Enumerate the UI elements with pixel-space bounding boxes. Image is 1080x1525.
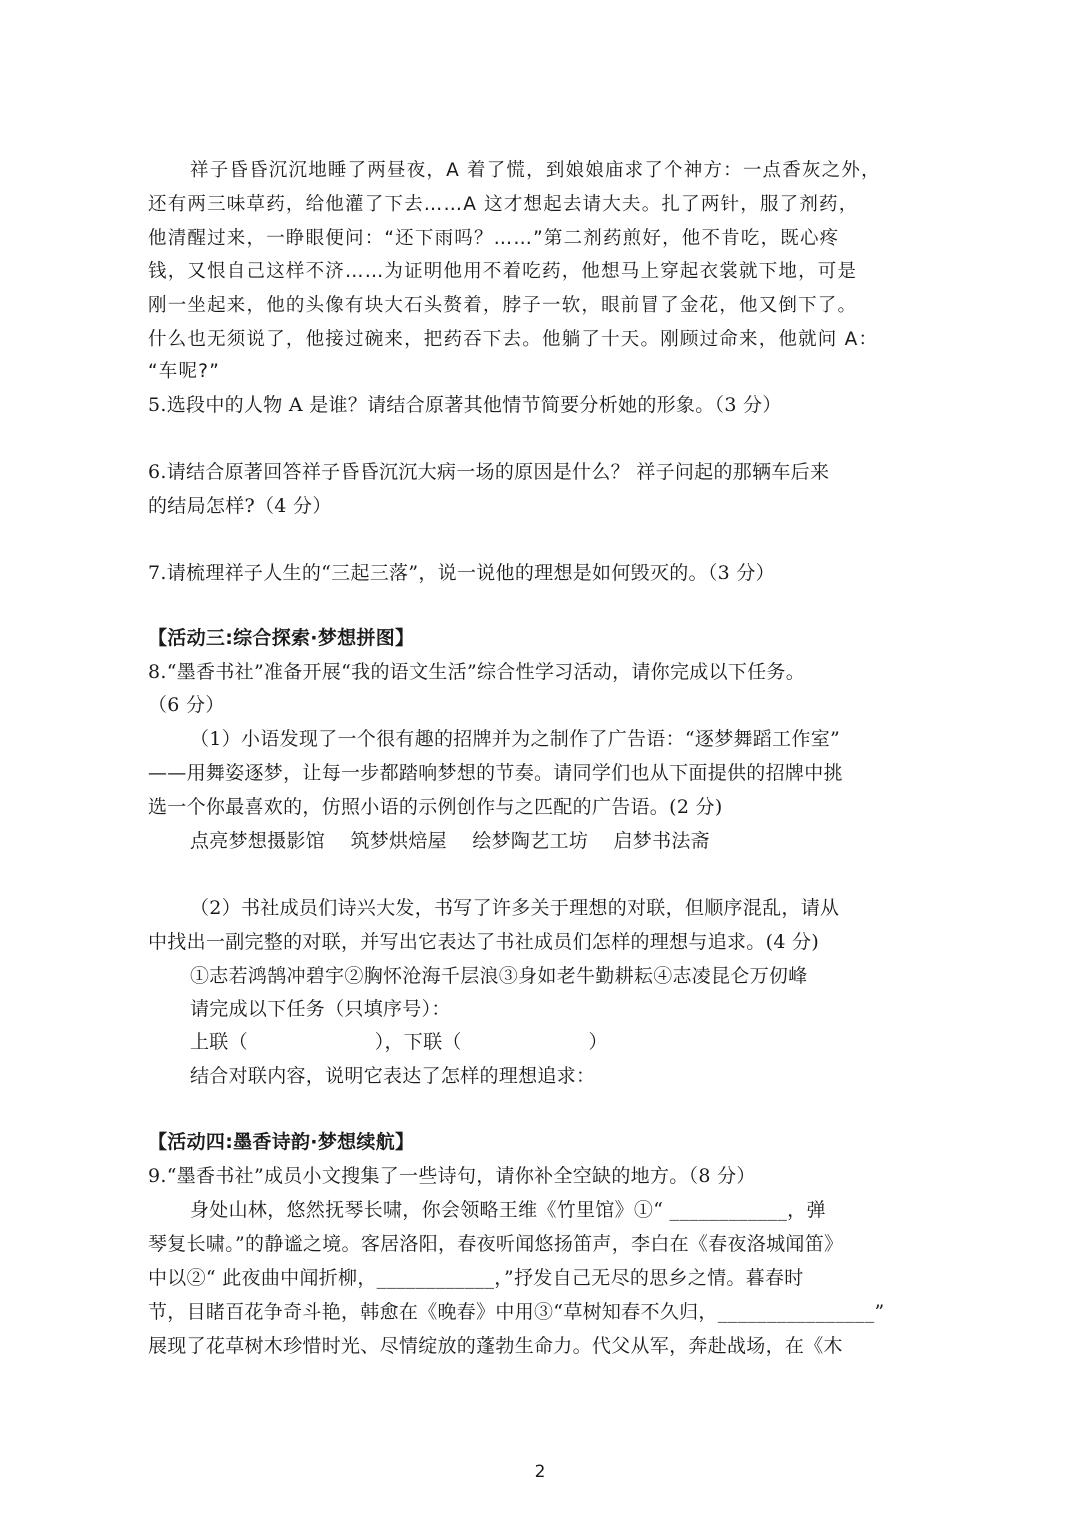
passage-line: 什么也无须说了，他接过碗来，把药吞下去。他躺了十天。刚顾过命来，他就问 A： bbox=[148, 329, 879, 350]
poetry-line: 琴复长啸。”的静谧之境。客居洛阳，春夜听闻悠扬笛声，李白在《春夜洛城闻笛》 bbox=[148, 1233, 844, 1255]
question-8-line: （6 分） bbox=[148, 694, 225, 716]
activity-3-title: 【活动三:综合探索·梦想拼图】 bbox=[148, 627, 415, 649]
passage-line: 祥子昏昏沉沉地睡了两昼夜，A 着了慌，到娘娘庙求了个神方：一点香灰之外， bbox=[190, 160, 881, 181]
poetry-line: 中以②“ 此夜曲中闻折柳，____________，”抒发自己无尽的思乡之情。暮春时 bbox=[148, 1267, 804, 1289]
subtask-1-line: 选一个你最喜欢的，仿照小语的示例创作与之匹配的广告语。(2 分) bbox=[148, 796, 723, 818]
activity-4-title: 【活动四:墨香诗韵·梦想续航】 bbox=[148, 1131, 415, 1153]
question-8-line: 8.“墨香书社”准备开展“我的语文生活”综合性学习活动，请你完成以下任务。 bbox=[148, 661, 806, 683]
subtask-2-line: （2）书社成员们诗兴大发，书写了许多关于理想的对联，但顺序混乱，请从 bbox=[190, 897, 840, 919]
task-instruction: 请完成以下任务（只填序号）： bbox=[190, 998, 451, 1020]
couplet-options: ①志若鸿鹄冲碧宇②胸怀沧海千层浪③身如老牛勤耕耘④志凌昆仑万仞峰 bbox=[190, 965, 808, 987]
page-number: 2 bbox=[534, 1462, 546, 1482]
question-9: 9.“墨香书社”成员小文搜集了一些诗句，请你补全空缺的地方。（8 分） bbox=[148, 1165, 756, 1187]
question-7: 7.请梳理祥子人生的“三起三落”，说一说他的理想是如何毁灭的。（3 分） bbox=[148, 562, 775, 584]
explain-prompt: 结合对联内容，说明它表达了怎样的理想追求： bbox=[190, 1065, 596, 1087]
question-6-line: 6.请结合原著回答祥子昏昏沉沉大病一场的原因是什么？ 祥子问起的那辆车后来 bbox=[148, 461, 830, 483]
sign-options: 点亮梦想摄影馆 筑梦烘焙屋 绘梦陶艺工坊 启梦书法斋 bbox=[190, 830, 710, 852]
passage-line: 刚一坐起来，他的头像有块大石头赘着，脖子一软，眼前冒了金花，他又倒下了。 bbox=[148, 295, 858, 316]
subtask-1-line: ——用舞姿逐梦，让每一步都踏响梦想的节奏。请同学们也从下面提供的招牌中挑 bbox=[148, 762, 843, 784]
poetry-line: 节，目睹百花争奇斗艳，韩愈在《晚春》中用③“草树知春不久归，________________” bbox=[148, 1301, 885, 1323]
passage-line: “车呢?” bbox=[148, 361, 220, 382]
subtask-2-line: 中找出一副完整的对联，并写出它表达了书社成员们怎样的理想与追求。(4 分) bbox=[148, 931, 820, 953]
subtask-1-line: （1）小语发现了一个很有趣的招牌并为之制作了广告语：“逐梦舞蹈工作室” bbox=[190, 728, 841, 750]
poetry-line: 身处山林，悠然抚琴长啸，你会领略王维《竹里馆》①“ ____________，弹 bbox=[190, 1199, 826, 1221]
poetry-line: 展现了花草树木珍惜时光、尽情绽放的蓬勃生命力。代父从军，奔赴战场，在《木 bbox=[148, 1335, 843, 1357]
passage-line: 他清醒过来，一睁眼便问：“还下雨吗？……”第二剂药煎好，他不肯吃，既心疼 bbox=[148, 228, 840, 249]
passage-line: 还有两三味草药，给他灌了下去……A 这才想起去请大夫。扎了两针，服了剂药， bbox=[148, 194, 859, 215]
question-5: 5.选段中的人物 A 是谁？请结合原著其他情节简要分析她的形象。（3 分） bbox=[148, 394, 782, 416]
passage-line: 钱，又恨自己这样不济……为证明他用不着吃药，他想马上穿起衣裳就下地，可是 bbox=[148, 261, 858, 282]
question-6-line: 的结局怎样?（4 分） bbox=[148, 495, 332, 517]
couplet-answer-blanks: 上联（ ），下联（ ） bbox=[190, 1031, 608, 1053]
